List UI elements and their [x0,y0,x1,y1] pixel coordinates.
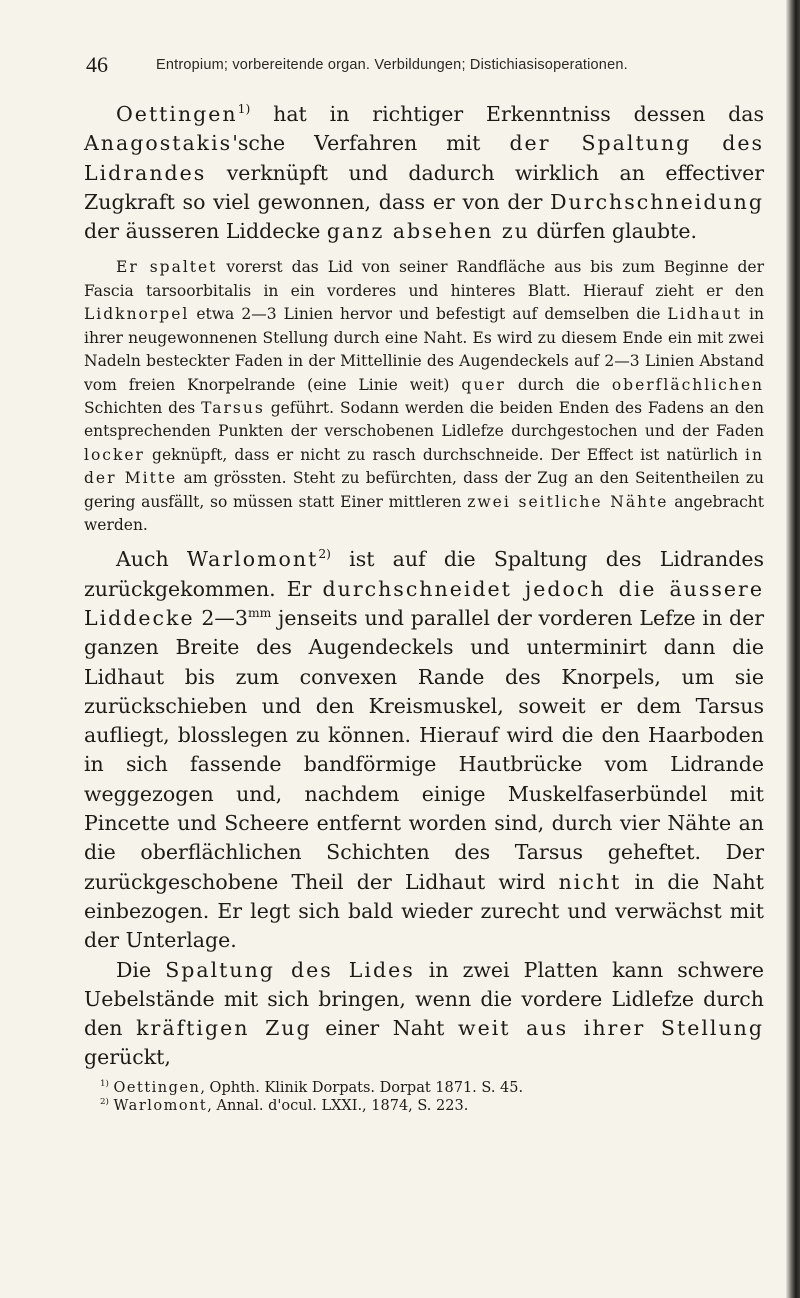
page-number: 46 [86,52,108,77]
paragraph-procedure-smallprint: Er spaltet vorerst das Lid von seiner Randfläche aus bis zum Beginne der Fascia tarsoorbitalis in ein vorderes und hinteres Blatt. Hierauf zieht er den Lidknorpel etwa 2—3 Linien hervor und befestigt auf demselben die Lidhaut in ihrer neugewonnenen Stellung durch eine Naht. Es wird zu diesem Ende ein mit zwei Nadeln besteckter Faden in der Mittellinie des Augendeckels auf 2—3 Linien Abstand vom freien Knorpelrande (eine Linie weit) quer durch die oberflächlichen Schichten des Tarsus geführt. Sodann werden die beiden Enden des Fadens an den entsprechenden Punkten der verschobenen Lidlefze durchgestochen und der Faden locker geknüpft, dass er nicht zu rasch durchschneide. Der Effect ist natürlich in der Mitte am grössten. Steht zu befürchten, dass der Zug an den Seitentheilen zu gering ausfällt, so müssen statt Einer mittleren zwei seitliche Nähte angebracht werden. [84,258,764,534]
paragraph-spaltung: Die Spaltung des Lides in zwei Platten kann schwere Uebelstände mit sich bringen, wenn die vordere Lidlefze durch den kräftigen Zug einer Naht weit aus ihrer Stellung gerückt, [84,957,765,1070]
page-body [84,100,764,1115]
page-edge-shadow [786,0,800,1298]
paragraph-warlomont: Auch Warlomont$^{2)}$ ist auf die Spaltung des Lidrandes zurückgekommen. Er durchschneidet jedoch die äussere Liddecke $2—3^{mm}$ jenseits und parallel der vorderen Lefze in der ganzen Breite des Augendeckels und unterminirt dann die Lidhaut bis zum convexen Rande des Knorpels, um sie zurückschieben und den Kreismuskel, soweit er dem Tarsus aufliegt, blosslegen zu können. Hierauf wird die den Haarboden in sich fassende bandförmige Hautbrücke vom Lidrande weggezogen und, nachdem einige Muskelfaserbündel mit Pincette und Scheere entfernt worden sind, durch vier Nähte an die oberflächlichen Schichten des Tarsus geheftet. Der zurückgeschobene Theil der Lidhaut wird nicht in die Naht einbezogen. Er legt sich bald wieder zurecht und verwächst mit der Unterlage. [84,547,764,953]
running-title: Entropium; vorbereitende organ. Verbildungen; Distichiasisoperationen. [156,57,628,73]
paragraph-oettingen: Oettingen$^{1)}$ hat in richtiger Erkenntniss dessen das Anagostakis'sche Verfahren mit der Spaltung des Lidrandes verknüpft und dadurch wirklich an effectiver Zugkraft so viel gewonnen, dass er von der Durchschneidung der äusseren Liddecke ganz absehen zu dürfen glaubte. [84,102,764,244]
page-header [86,52,726,82]
footnote-1: $^{1)}$ Oettingen, Ophth. Klinik Dorpats. Dorpat 1871. S. 45. [100,1078,524,1096]
footnotes [100,1079,764,1115]
footnote-2: $^{2)}$ Warlomont, Annal. d'ocul. LXXI., 1874, S. 223. [100,1096,469,1114]
